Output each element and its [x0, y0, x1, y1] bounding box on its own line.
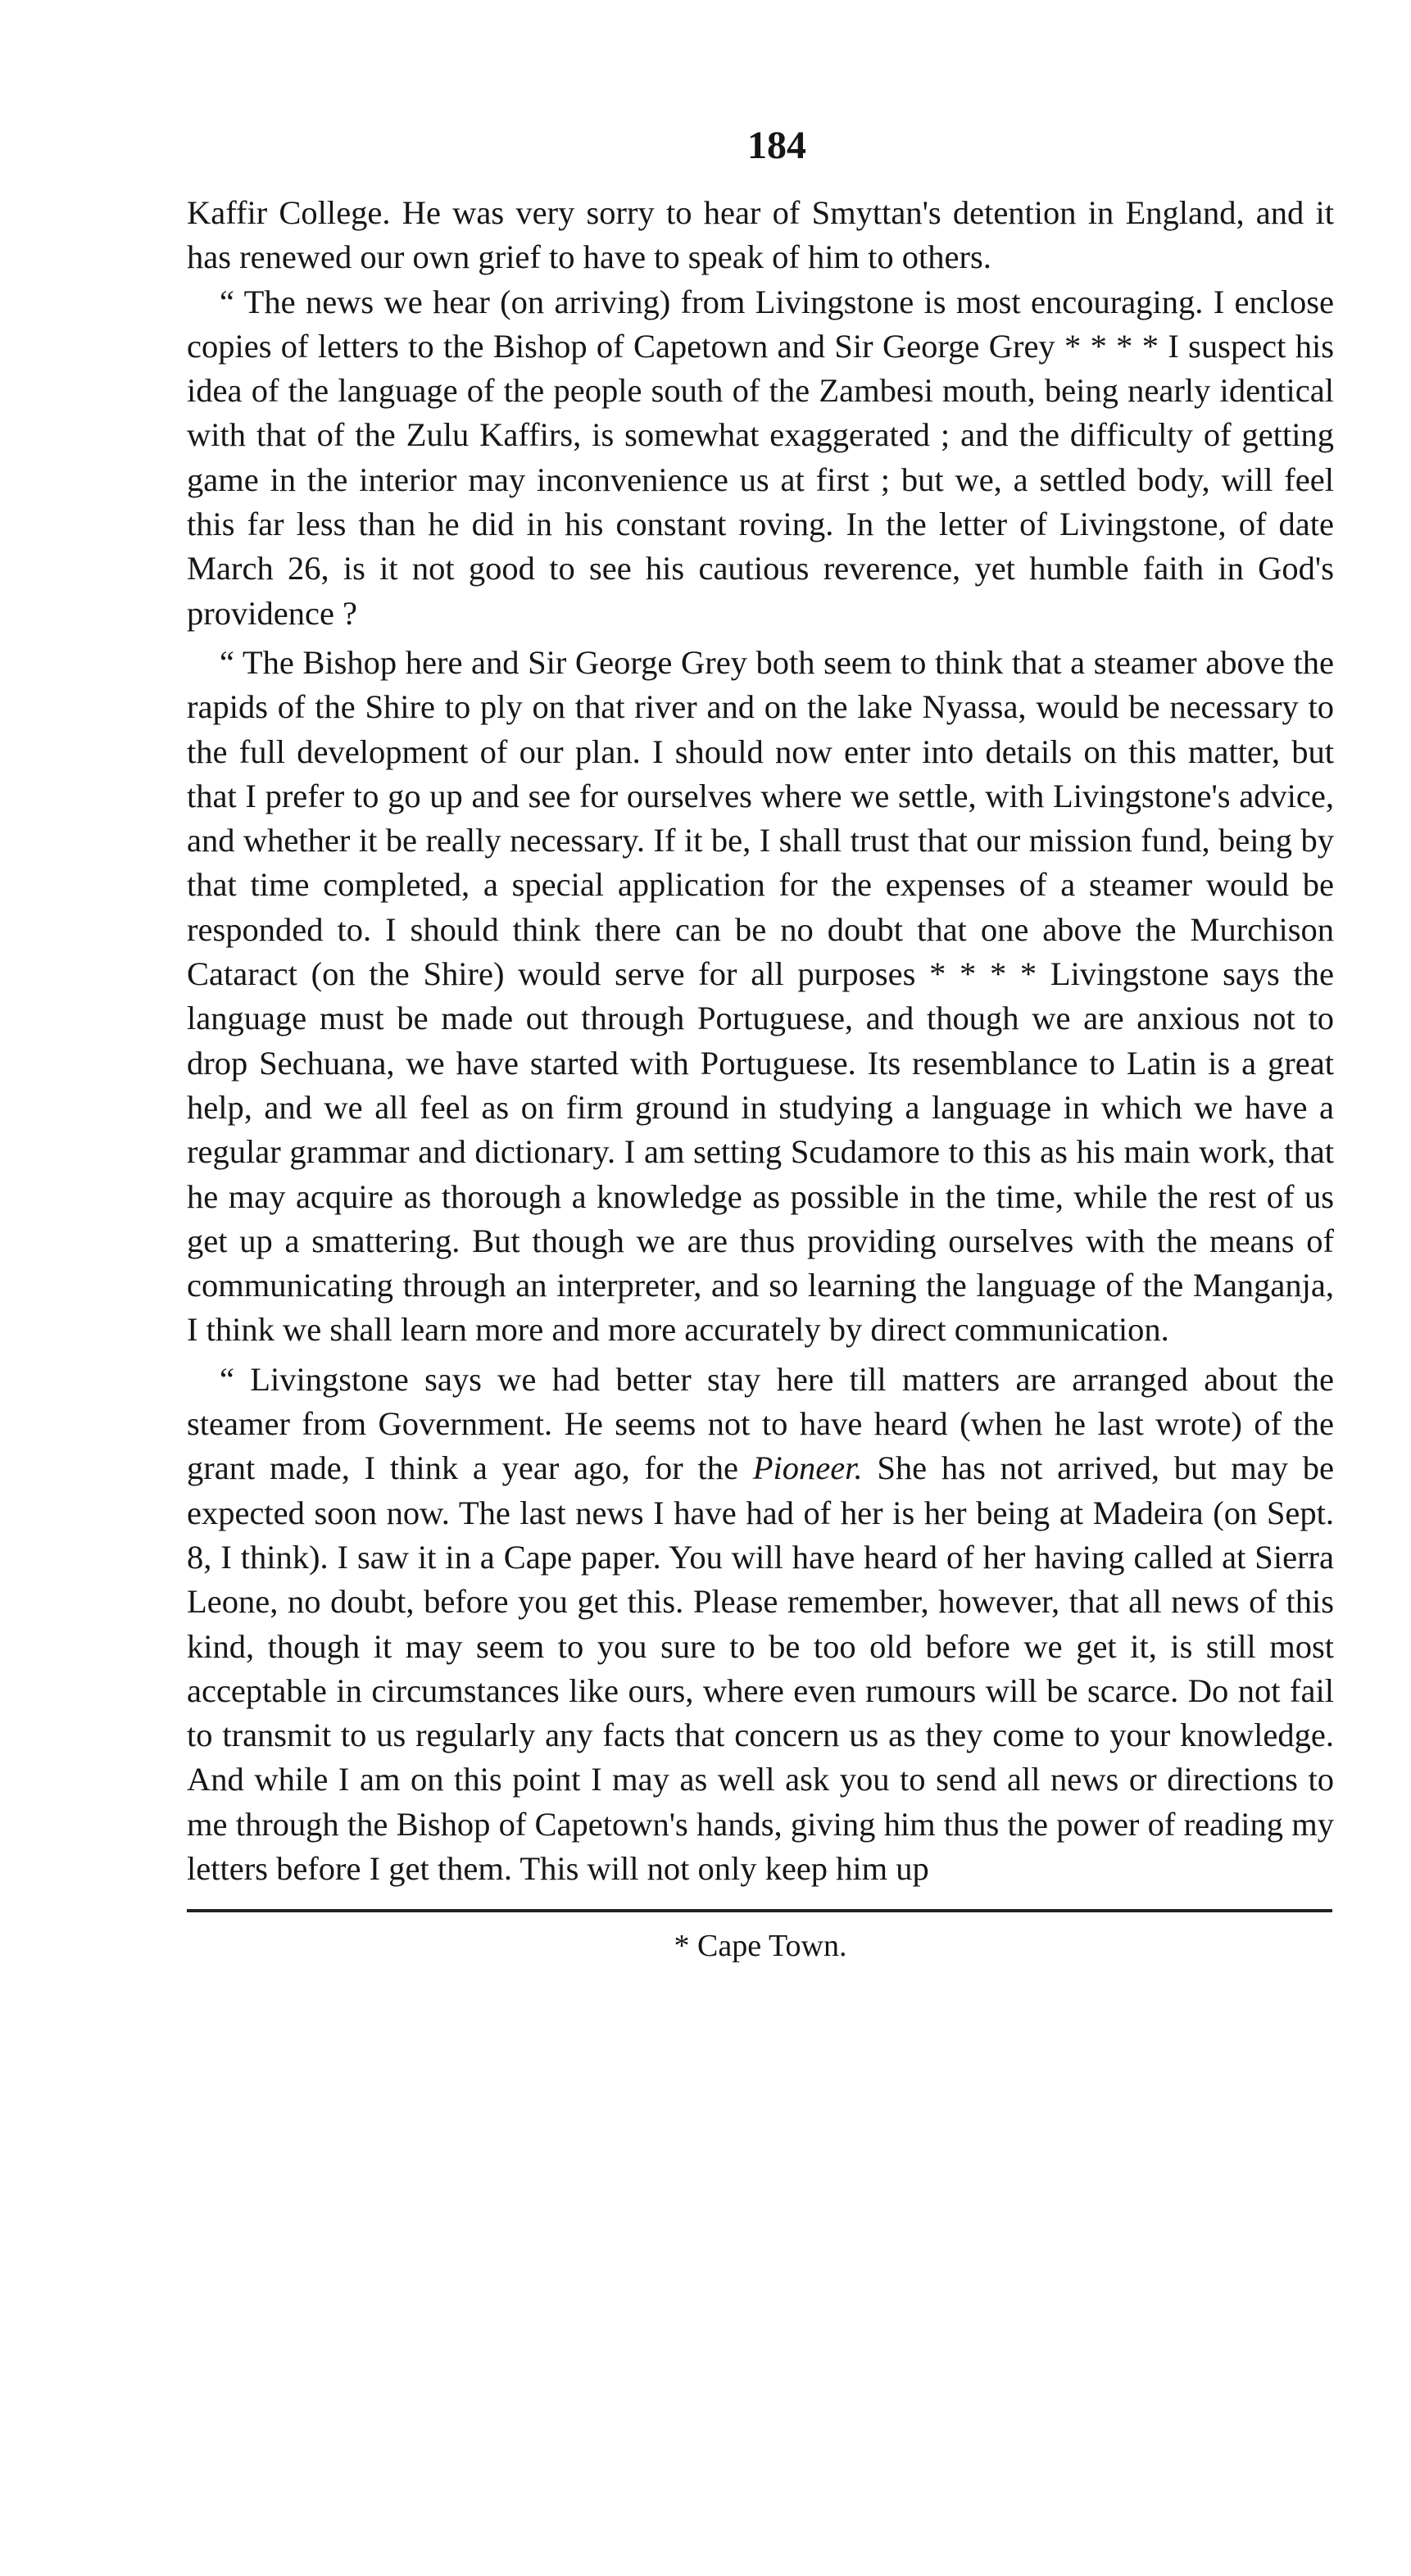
footnote-divider: [187, 1909, 1332, 1912]
paragraph-livingstone-news: “ The news we hear (on arriving) from Livingstone is most encouraging. I enclose copies of letters to the Bishop of Capetown and Sir George Grey * * * * I suspect his idea of the language of the people south of the Zambesi mouth, being nearly identical with that of the Zulu Kaffirs, is somewhat exaggerated ; and the difficulty of getting game in the interior may inconvenience us at first ; but we, a settled body, will feel this far less than he did in his constant roving. In the letter of Livingstone, of date March 26, is it not good to see his cautious reverence, yet humble faith in God's providence ?: [187, 283, 1334, 632]
book-page: [187, 123, 1334, 1966]
paragraph-government-rest: She has not arrived, but may be expected soon now. The last news I have had of her is her being at Madeira (on Sept. 8, I think). I saw it in a Cape paper. You will have heard of her having called at Sierra Leone, no doubt, before you get this. Please remember, however, that all news of this kind, though it may seem to you sure to be too old before we get it, is still most acceptable in circumstances like ours, where even rumours will be scarce. Do not fail to transmit to us regularly any facts that concern us as they come to your knowledge. And while I am on this point I may as well ask you to send all news or directions to me through the Bishop of Capetown's hands, giving him thus the power of reading my letters before I get them. This will not only keep him up: [187, 1449, 1335, 1887]
paragraph-steamer: “ The Bishop here and Sir George Grey both seem to think that a steamer above the rapids of the Shire to ply on that river and on the lake Nyassa, would be necessary to the full development of our plan. I should now enter into details on this matter, but that I prefer to go up and see for ourselves where we settle, with Livingstone's advice, and whether it be really necessary. If it be, I shall trust that our mission fund, being by that time completed, a special application for the expenses of a steamer would be responded to. I should think there can be no doubt that one above the Murchison Cataract (on the Shire) would serve for all purposes * * * * Livingstone says the language must be made out through Portuguese, and though we are anxious not to drop Sechuana, we have started with Portuguese. Its resemblance to Latin is a great help, and we all feel as on firm ground in studying a language in which we have a regular grammar and dictionary. I am setting Scudamore to this as his main work, that he may acquire as thorough a knowledge as possible in the time, while the rest of us get up a smattering. But though we are thus providing ourselves with the means of communicating through an interpreter, and so learning the language of the Manganja, I think we shall learn more and more accurately by direct communication.: [187, 643, 1334, 1349]
paragraph-government-lead: “ Livingstone says we had better stay here till matters are arranged about the steamer from Government. He seems not to have heard (when he last wrote) of the grant made, I think a year ago, for the: [187, 1360, 1334, 1487]
paragraph-continued: Kaffir College. He was very sorry to hear of Smyttan's detention in England, and it has renewed our own grief to have to speak of him to others.: [187, 194, 1334, 276]
footnote: * Cape Town.: [674, 1929, 847, 1964]
paragraph-government: [187, 1358, 1334, 1892]
page-number: 184: [747, 124, 806, 167]
ship-name-pioneer: Pioneer.: [752, 1449, 863, 1487]
